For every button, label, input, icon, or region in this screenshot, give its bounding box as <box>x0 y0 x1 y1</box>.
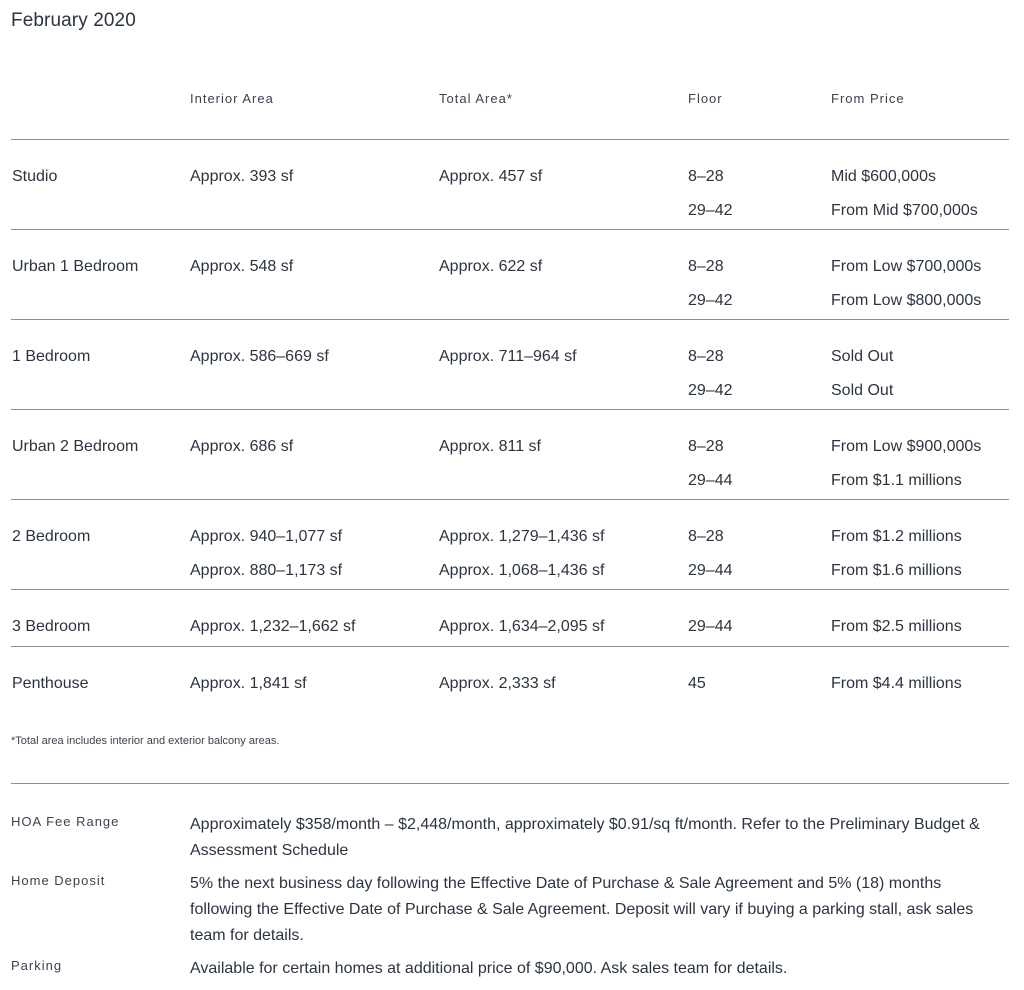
cell-floor <box>688 667 706 701</box>
cell-total-area <box>439 667 556 701</box>
header-interior-area: Interior Area <box>190 91 274 106</box>
cell-floor-line: 29–42 <box>688 202 733 219</box>
cell-from-price-line: From Low $900,000s <box>831 438 982 455</box>
cell-from-price-line: Mid $600,000s <box>831 168 936 185</box>
cell-interior-area-line: Approx. 1,841 sf <box>190 675 307 692</box>
cell-unit-type: 1 Bedroom <box>12 348 91 365</box>
cell-floor-line: 8–28 <box>688 528 724 545</box>
cell-from-price <box>831 520 962 588</box>
cell-interior-area <box>190 520 342 588</box>
cell-floor-line: 8–28 <box>688 258 724 275</box>
cell-from-price-line: From $1.6 millions <box>831 562 962 579</box>
pricing-table <box>11 139 1009 707</box>
cell-interior-area-line: Approx. 880–1,173 sf <box>190 562 343 579</box>
cell-from-price-line: From Mid $700,000s <box>831 202 978 219</box>
table-row <box>11 647 1009 707</box>
table-row <box>11 140 1009 230</box>
cell-interior-area-line: Approx. 393 sf <box>190 168 294 185</box>
info-value: Approximately $358/month – $2,448/month, approximately $0.91/sq ft/month. Refer to the Preliminary Budget & Assessment Schedule <box>190 816 980 859</box>
cell-unit-type: Studio <box>12 168 58 185</box>
cell-floor-line: 29–44 <box>688 618 733 635</box>
cell-floor-line: 29–42 <box>688 292 733 309</box>
cell-from-price <box>831 667 962 701</box>
table-row <box>11 500 1009 590</box>
cell-from-price-line: From Low $800,000s <box>831 292 982 309</box>
cell-floor-line: 29–44 <box>688 472 733 489</box>
cell-total-area-line: Approx. 811 sf <box>439 438 541 455</box>
cell-unit-type: 2 Bedroom <box>12 528 91 545</box>
cell-interior-area <box>190 610 355 644</box>
cell-total-area-line: Approx. 711–964 sf <box>439 348 577 365</box>
info-value: 5% the next business day following the Effective Date of Purchase & Sale Agreement and 5% (18) months following the Effective Date of Purchase & Sale Agreement. Deposit will vary if buying a parking stall, ask sales team for details. <box>190 875 974 944</box>
cell-from-price <box>831 610 962 644</box>
cell-from-price-line: From Low $700,000s <box>831 258 982 275</box>
table-row <box>11 230 1009 320</box>
section-divider <box>11 783 1009 784</box>
cell-total-area-line: Approx. 2,333 sf <box>439 675 556 692</box>
cell-from-price <box>831 160 978 228</box>
cell-interior-area-line: Approx. 686 sf <box>190 438 294 455</box>
header-floor: Floor <box>688 91 723 106</box>
cell-total-area <box>439 160 542 194</box>
cell-interior-area <box>190 430 293 464</box>
header-total-area: Total Area* <box>439 91 513 106</box>
cell-from-price <box>831 340 893 408</box>
cell-interior-area <box>190 667 307 701</box>
header-from-price: From Price <box>831 91 905 106</box>
cell-from-price-line: From $1.2 millions <box>831 528 962 545</box>
cell-from-price-line: From $2.5 millions <box>831 618 962 635</box>
cell-floor-line: 8–28 <box>688 168 724 185</box>
cell-total-area-line: Approx. 1,634–2,095 sf <box>439 618 605 635</box>
cell-total-area-line: Approx. 457 sf <box>439 168 543 185</box>
cell-floor-line: 8–28 <box>688 348 724 365</box>
cell-floor-line: 29–44 <box>688 562 733 579</box>
info-label: HOA Fee Range <box>11 814 120 829</box>
cell-from-price <box>831 430 981 498</box>
cell-total-area <box>439 610 604 644</box>
cell-total-area-line: Approx. 1,068–1,436 sf <box>439 562 605 579</box>
cell-total-area-line: Approx. 1,279–1,436 sf <box>439 528 605 545</box>
cell-unit-type: Urban 2 Bedroom <box>12 438 139 455</box>
cell-from-price-line: From $1.1 millions <box>831 472 962 489</box>
cell-from-price-line: From $4.4 millions <box>831 675 962 692</box>
cell-floor-line: 8–28 <box>688 438 724 455</box>
cell-floor-line: 45 <box>688 675 706 692</box>
column-headers <box>0 91 1024 111</box>
cell-floor-line: 29–42 <box>688 382 733 399</box>
table-row <box>11 320 1009 410</box>
cell-interior-area-line: Approx. 940–1,077 sf <box>190 528 343 545</box>
cell-interior-area-line: Approx. 1,232–1,662 sf <box>190 618 356 635</box>
cell-total-area-line: Approx. 622 sf <box>439 258 543 275</box>
cell-interior-area <box>190 250 293 284</box>
table-row <box>11 590 1009 647</box>
info-value: Available for certain homes at additional price of $90,000. Ask sales team for details. <box>190 960 788 977</box>
cell-floor <box>688 610 733 644</box>
cell-total-area <box>439 340 577 374</box>
cell-interior-area <box>190 340 329 374</box>
page-title: February 2020 <box>11 10 136 31</box>
info-label: Parking <box>11 958 63 973</box>
cell-from-price-line: Sold Out <box>831 348 894 365</box>
table-row <box>11 410 1009 500</box>
cell-total-area <box>439 250 542 284</box>
cell-floor <box>688 340 733 408</box>
cell-from-price-line: Sold Out <box>831 382 894 399</box>
cell-interior-area-line: Approx. 548 sf <box>190 258 294 275</box>
cell-interior-area-line: Approx. 586–669 sf <box>190 348 329 365</box>
cell-from-price <box>831 250 981 318</box>
cell-interior-area <box>190 160 293 194</box>
cell-floor <box>688 250 733 318</box>
cell-unit-type: Penthouse <box>12 675 89 692</box>
info-label: Home Deposit <box>11 873 106 888</box>
cell-floor <box>688 430 733 498</box>
footnote: *Total area includes interior and exterior balcony areas. <box>11 735 280 747</box>
cell-floor <box>688 520 733 588</box>
cell-unit-type: 3 Bedroom <box>12 618 91 635</box>
cell-total-area <box>439 520 604 588</box>
cell-unit-type: Urban 1 Bedroom <box>12 258 139 275</box>
cell-total-area <box>439 430 541 464</box>
cell-floor <box>688 160 733 228</box>
